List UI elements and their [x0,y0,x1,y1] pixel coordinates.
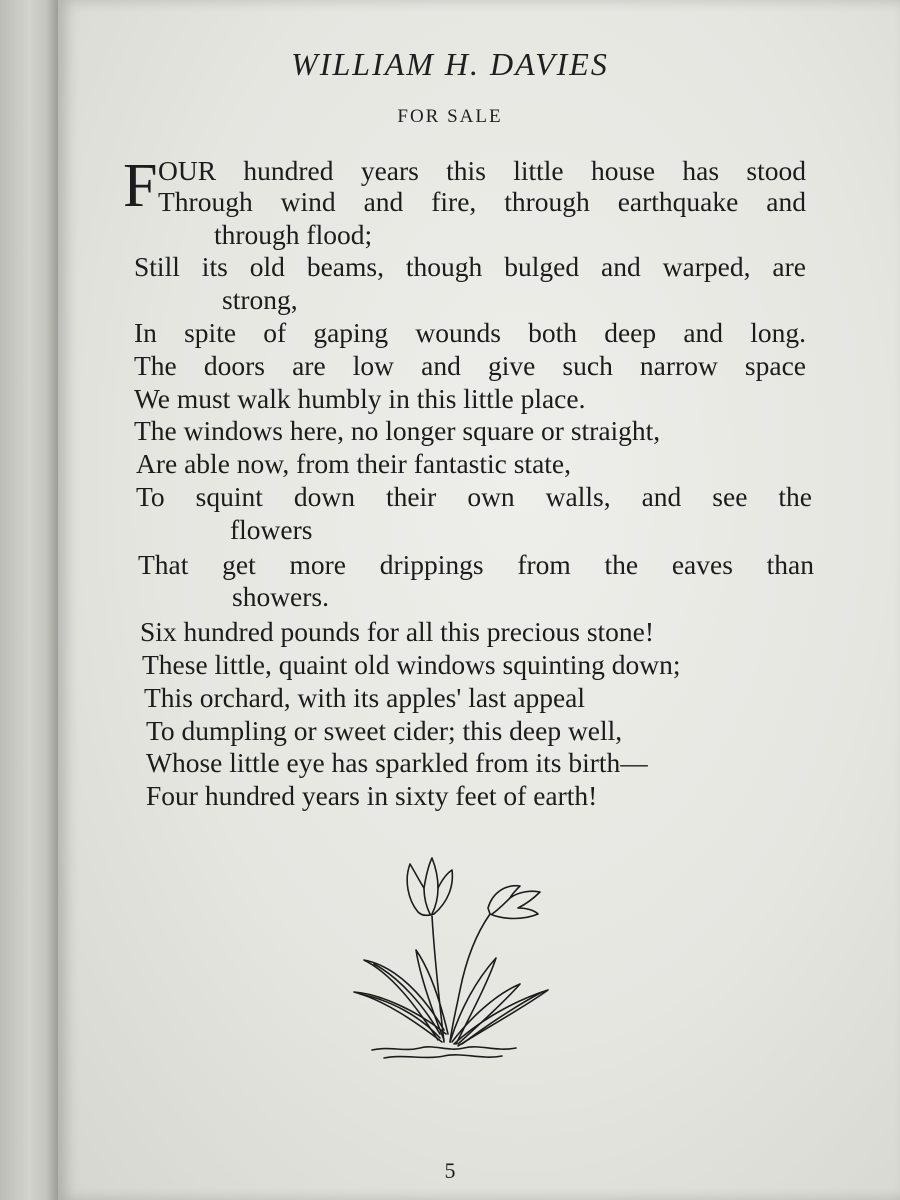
poem-line: In spite of gaping wounds both deep and long. [134,316,806,348]
poem-line: Four hundred years in sixty feet of earth! [146,780,598,812]
poem-line: That get more drippings from the eaves than [138,548,814,580]
poem-line: To squint down their own walls, and see the [136,480,812,512]
drop-cap: F [123,152,158,220]
page-number: 5 [444,1158,456,1183]
poem-line: The doors are low and give such narrow space [134,349,806,381]
poem-line: through flood; [214,218,373,250]
poem-line: Are able now, from their fantastic state, [136,448,571,480]
poem-line: Through wind and fire, through earthquake and [158,185,806,217]
poem-line: The windows here, no longer square or straight, [134,415,661,447]
poem-line: Six hundred pounds for all this precious stone! [140,616,655,648]
poem-line: flowers [230,513,313,545]
poem-line: strong, [222,284,298,316]
running-header-author: WILLIAM H. DAVIES [291,46,609,82]
poem-title: FOR SALE [397,106,503,127]
poem-line: showers. [232,581,330,613]
poem-line: These little, quaint old windows squinting down; [142,648,681,680]
poem-line: To dumpling or sweet cider; this deep well, [146,714,623,746]
poem-line: OUR hundred years this little house has stood [158,155,806,186]
poem-line: Whose little eye has sparkled from its birth— [146,747,648,779]
poem-body [123,151,814,813]
poem-line: We must walk humbly in this little place. [134,382,586,414]
poem-line: This orchard, with its apples' last appeal [144,681,586,713]
poem-line: Still its old beams, though bulged and warped, are [134,251,806,283]
book-gutter [0,0,58,1200]
tulip-illustration-icon [320,850,560,1070]
